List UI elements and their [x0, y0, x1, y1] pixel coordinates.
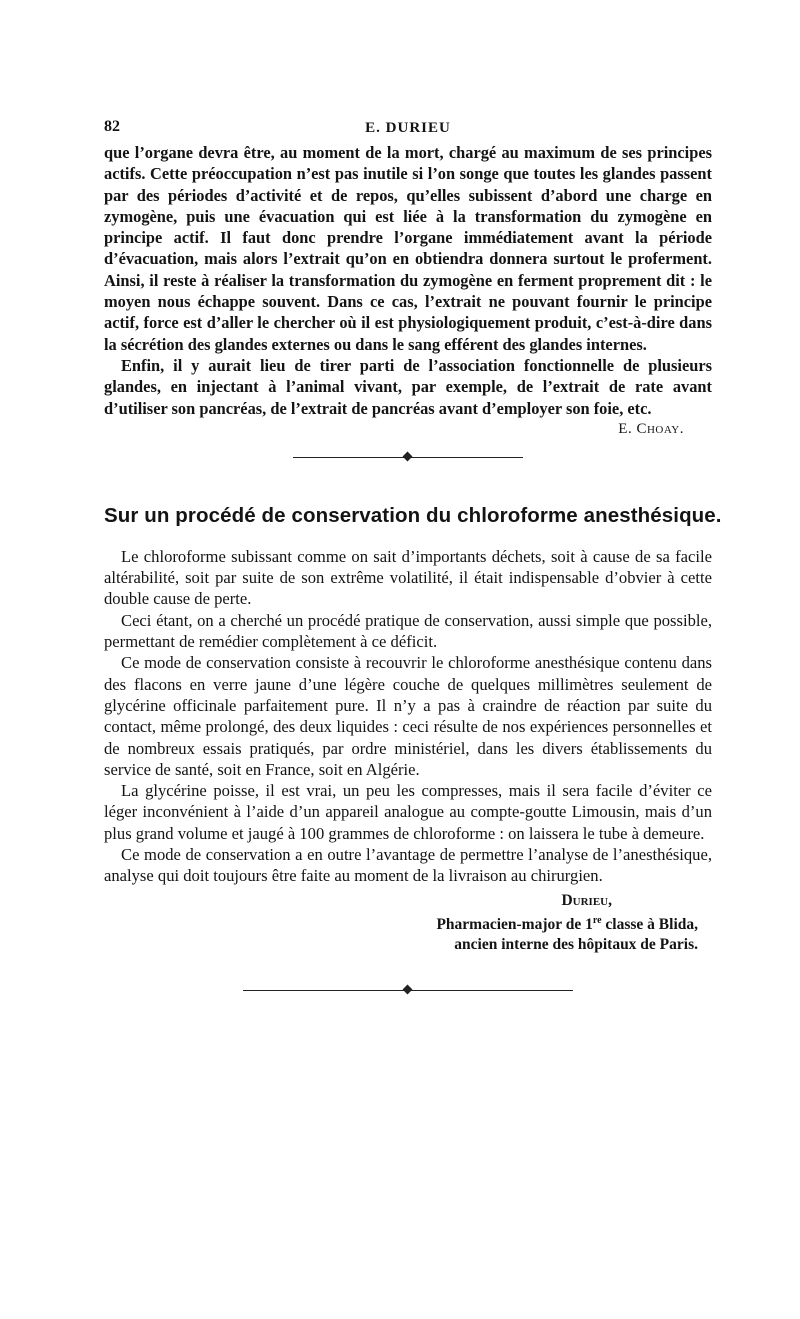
paragraph: Ce mode de conservation consiste à recouvrir le chloroforme anesthésique contenu dans des flacons en verre jaune d’une légère couche de quelques millimètres seulement de glycérine officinale parfaitement pure. Il n’y a pas à craindre de réaction par suite du contact, même prolongé, des deux liquides : ceci résulte de nos expériences personnelles et de nombreux essais pratiqués, par ordre ministériel, dans les divers établissements du service de santé, soit en France, soit en Algérie.: [104, 653, 712, 779]
paragraph: Le chloroforme subissant comme on sait d’importants déchets, soit à cause de sa facile altérabilité, soit par suite de son extrême volatilité, il était indispensable d’obvier à cette double cause de perte.: [104, 546, 712, 609]
running-header: [104, 118, 712, 142]
paragraph: Enfin, il y aurait lieu de tirer parti de l’association fonctionnelle de plusieurs glandes, en injectant à l’animal vivant, par exemple, de l’extrait de rate avant d’utiliser son pancréas, de l’extrait de pancréas avant d’employer son foie, etc.: [104, 355, 712, 418]
section-divider: [293, 452, 523, 464]
author-affiliation: ancien interne des hôpitaux de Paris.: [454, 935, 698, 953]
signature-name: Choay.: [636, 420, 684, 437]
page-number: 82: [104, 118, 120, 135]
signature-initial: E.: [618, 420, 633, 437]
article-title: Sur un procédé de conservation du chloroforme anesthésique.: [104, 503, 722, 527]
divider-diamond-icon: [403, 984, 413, 994]
paragraph: que l’organe devra être, au moment de la mort, chargé au maximum de ses principes actifs. Cette préoccupation n’est pas inutile si l’on songe que toutes les glandes passent par des périodes d’activité et de repos, qu’elles subissent d’abord une charge en zymogène, puis une évacuation qui est liée à la transformation du zymogène en principe actif. Il faut donc prendre l’organe immédiatement avant la période d’évacuation, mais alors l’extrait qu’on en obtiendra donnera surtout le proferment. Ainsi, il reste à réaliser la transformation du zymogène en ferment proprement dit : le moyen nous échappe souvent. Dans ce cas, l’extrait ne pouvant fournir le principe actif, force est d’aller le chercher où il est physiologiquement produit, c’est-à-dire dans la sécrétion des glandes externes ou dans le sang efférent des glandes internes.: [104, 143, 712, 354]
article-2-signature: [104, 891, 712, 955]
running-title: E. DURIEU: [365, 120, 451, 136]
article-1-signature: [104, 421, 712, 438]
author-title-text: Pharmacien-major de 1: [436, 915, 593, 933]
author-name: Durieu,: [561, 891, 612, 909]
article-2-body: [104, 546, 712, 887]
end-divider: [243, 985, 573, 997]
article-1-body: [104, 142, 712, 419]
paragraph: La glycérine poisse, il est vrai, un peu les compresses, mais il sera facile d’éviter ce léger inconvénient à l’aide d’un appareil analogue au compte-goutte Limousin, mais d’un plus grand volume et jaugé à 100 grammes de chloroforme : on laissera le tube à demeure.: [104, 781, 712, 843]
author-title-sup: re: [592, 914, 602, 926]
author-title-text-end: classe à Blida,: [601, 915, 698, 933]
author-title: [104, 911, 712, 935]
divider-diamond-icon: [403, 451, 413, 461]
paragraph: Ce mode de conservation a en outre l’avantage de permettre l’analyse de l’anesthésique, analyse qui doit toujours être faite au moment de la livraison au chirurgien.: [104, 845, 712, 886]
paragraph: Ceci étant, on a cherché un procédé pratique de conservation, aussi simple que possible, permettant de remédier complètement à ce déficit.: [104, 610, 712, 652]
page: [104, 118, 722, 997]
